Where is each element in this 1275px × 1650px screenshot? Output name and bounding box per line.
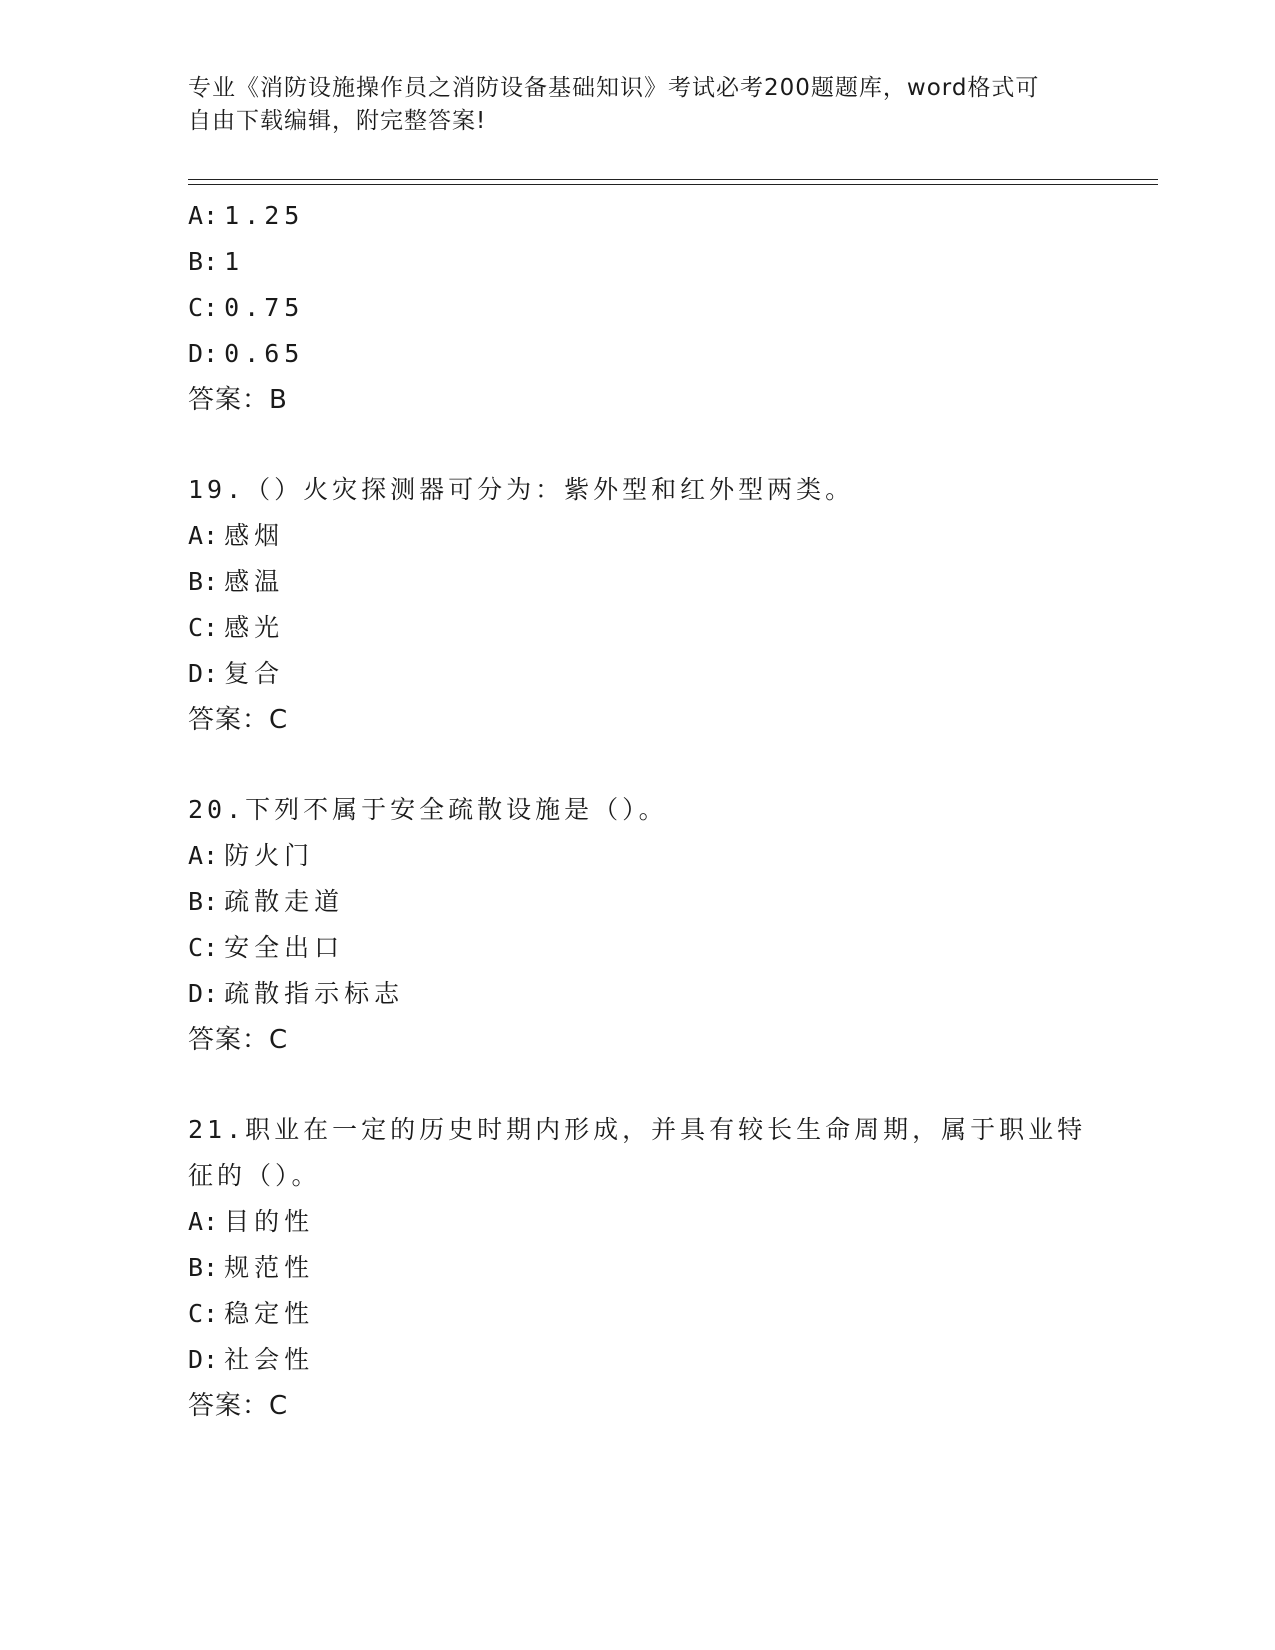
question-list <box>188 193 1148 1429</box>
option-text: 稳定性 <box>224 1299 315 1328</box>
answer-line: 答案：C <box>188 1391 289 1421</box>
option-text: 防火门 <box>224 841 315 870</box>
option-label: A: <box>188 521 219 550</box>
option-d <box>188 1337 1148 1383</box>
question-21 <box>188 1107 1148 1429</box>
option-d <box>188 971 1148 1017</box>
question-stem-line-2: 征的（）。 <box>188 1161 321 1190</box>
option-a <box>188 513 1148 559</box>
option-label: B: <box>188 887 219 916</box>
option-label: A: <box>188 1207 219 1236</box>
option-b <box>188 879 1148 925</box>
option-text: 规范性 <box>224 1253 315 1282</box>
option-label: B: <box>188 247 219 276</box>
option-label: A: <box>188 201 219 230</box>
option-text: 感温 <box>224 567 285 596</box>
option-label: D: <box>188 979 219 1008</box>
header-divider-bottom <box>188 184 1158 185</box>
question-20 <box>188 787 1148 1063</box>
answer-line: 答案：C <box>188 705 289 735</box>
option-b <box>188 239 1148 285</box>
option-text: 0.75 <box>224 293 305 322</box>
header-line-1: 专业《消防设施操作员之消防设备基础知识》考试必考200题题库，word格式可 <box>188 75 1040 101</box>
option-label: C: <box>188 1299 219 1328</box>
option-text: 安全出口 <box>224 933 345 962</box>
option-c <box>188 1291 1148 1337</box>
question-stem: 20.下列不属于安全疏散设施是（）。 <box>188 795 668 824</box>
option-text: 目的性 <box>224 1207 315 1236</box>
option-label: C: <box>188 293 219 322</box>
answer-line: 答案：C <box>188 1025 289 1055</box>
option-text: 疏散走道 <box>224 887 345 916</box>
option-label: B: <box>188 1253 219 1282</box>
option-label: D: <box>188 1345 219 1374</box>
option-label: C: <box>188 613 219 642</box>
option-text: 感烟 <box>224 521 285 550</box>
option-text: 1.25 <box>224 201 305 230</box>
option-label: D: <box>188 339 219 368</box>
question-18 <box>188 193 1148 423</box>
header-line-2: 自由下载编辑，附完整答案! <box>188 108 487 134</box>
option-b <box>188 1245 1148 1291</box>
question-19 <box>188 467 1148 743</box>
option-label: D: <box>188 659 219 688</box>
option-text: 1 <box>224 247 245 276</box>
option-c <box>188 925 1148 971</box>
header-divider-top <box>188 179 1158 180</box>
option-a <box>188 833 1148 879</box>
option-text: 感光 <box>224 613 285 642</box>
option-label: B: <box>188 567 219 596</box>
option-d <box>188 651 1148 697</box>
option-label: C: <box>188 933 219 962</box>
option-a <box>188 193 1148 239</box>
option-a <box>188 1199 1148 1245</box>
option-b <box>188 559 1148 605</box>
question-stem-line-1: 21.职业在一定的历史时期内形成，并具有较长生命周期，属于职业特 <box>188 1115 1087 1144</box>
question-stem: 19.（）火灾探测器可分为：紫外型和红外型两类。 <box>188 475 855 504</box>
option-text: 0.65 <box>224 339 305 368</box>
option-text: 社会性 <box>224 1345 315 1374</box>
option-text: 疏散指示标志 <box>224 979 405 1008</box>
document-header <box>188 72 1068 138</box>
option-label: A: <box>188 841 219 870</box>
answer-line: 答案：B <box>188 385 288 415</box>
option-text: 复合 <box>224 659 285 688</box>
option-c <box>188 285 1148 331</box>
option-d <box>188 331 1148 377</box>
option-c <box>188 605 1148 651</box>
